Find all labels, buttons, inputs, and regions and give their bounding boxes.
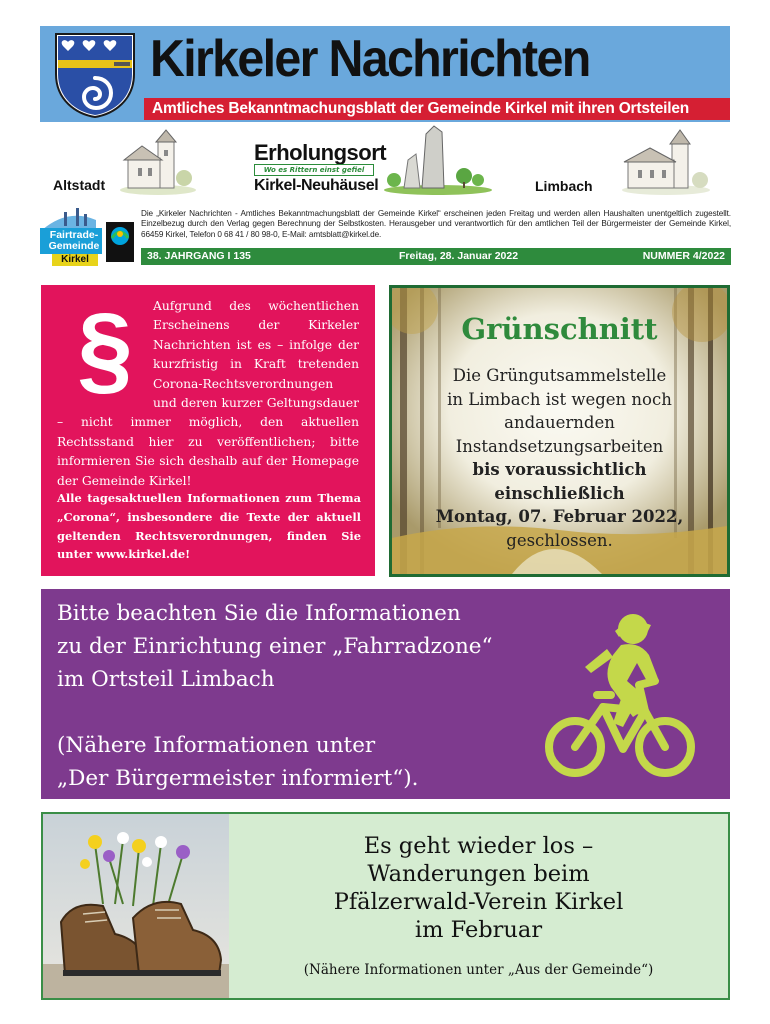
hiking-note: (Nähere Informationen unter „Aus der Gemeinde“) [303, 962, 654, 978]
corona-notice-link-text: Alle tagesaktuellen Informationen zum Thema „Corona“, insbesondere die Texte der aktuell geltenden Rechtsverordnungen, finden Sie unter www.kirkel.de! [57, 491, 361, 562]
paragraph-sign-icon: § [77, 293, 133, 405]
hiking-notice-box [41, 812, 730, 1000]
resort-town-name: Kirkel-Neuhäusel [254, 177, 379, 194]
resort-motto: Wo es Rittern einst gefiel [254, 164, 374, 176]
newspaper-subtitle: Amtliches Bekanntmachungsblatt der Gemeinde Kirkel mit ihren Ortsteilen [144, 98, 730, 120]
hiking-title: Es geht wieder los – Wanderungen beim Pfälzerwald-Verein Kirkel im Februar [333, 833, 624, 943]
corona-notice-box [41, 285, 375, 576]
fairtrade-label: Fairtrade- Gemeinde [48, 229, 100, 252]
limbach-church-illustration [620, 128, 712, 196]
resort-title: Erholungsort [254, 140, 387, 165]
fairtrade-town: Kirkel [52, 254, 98, 266]
castle-tower-illustration [382, 124, 494, 196]
town-label-limbach: Limbach [535, 178, 593, 194]
issue-volume: 38. JAHRGANG I 135 [147, 250, 251, 262]
issue-bar [141, 248, 731, 265]
town-label-altstadt: Altstadt [53, 177, 106, 193]
hiking-boots-photo [43, 814, 229, 998]
altstadt-church-illustration [118, 128, 198, 196]
bike-zone-notice-box [41, 589, 730, 799]
newspaper-title: Kirkeler Nachrichten [150, 30, 590, 88]
hiking-text-panel [229, 814, 728, 998]
bike-zone-text: Bitte beachten Sie die Informationen zu der Einrichtung einer „Fahrradzone“ im Ortsteil Limbach (Nähere Informationen unter „Der Bürgermeister informiert“). [57, 601, 493, 791]
cyclist-icon [541, 611, 701, 783]
issue-date: Freitag, 28. Januar 2022 [399, 250, 519, 262]
green-waste-text: Die Grüngutsammelstelle in Limbach ist wegen noch andauernden Instandsetzungsarbeiten bis voraussichtlich einschließlich Montag, 07. Februar 2022, geschlossen. [435, 366, 684, 550]
green-waste-notice-box [389, 285, 730, 577]
coat-of-arms-icon [52, 30, 138, 118]
publisher-info: Die „Kirkeler Nachrichten - Amtliches Bekanntmachungsblatt der Gemeinde Kirkel“ erscheinen jeden Freitag und werden allen Haushalten unentgeltlich zugestellt. Einzelbezug durch den Verlag gegen Berechnung der Selbstkosten. Herausgeber und verantwortlich für den amtlichen Teil der Bürgermeister der Gemeinde Kirkel, 66459 Kirkel, Telefon 0 68 41 / 80 98-0, E-Mail: amtsblatt@kirkel.de. [141, 209, 731, 239]
issue-number: NUMMER 4/2022 [642, 250, 725, 262]
green-waste-title: Grünschnitt [461, 312, 658, 346]
corona-notice-text: Aufgrund des wöchentlichen Erscheinens der Kirkeler Nachrichten ist es – infolge der kurzfristig in Kraft tretenden Corona-Rechtsverordnungen und deren kurzer Geltungsdauer – nicht immer möglich, den aktuellen Rechtsstand hier zu veröffentlichen; bitte informieren Sie sich deshalb auf der Homepage der Gemeinde Kirkel! [57, 299, 359, 488]
